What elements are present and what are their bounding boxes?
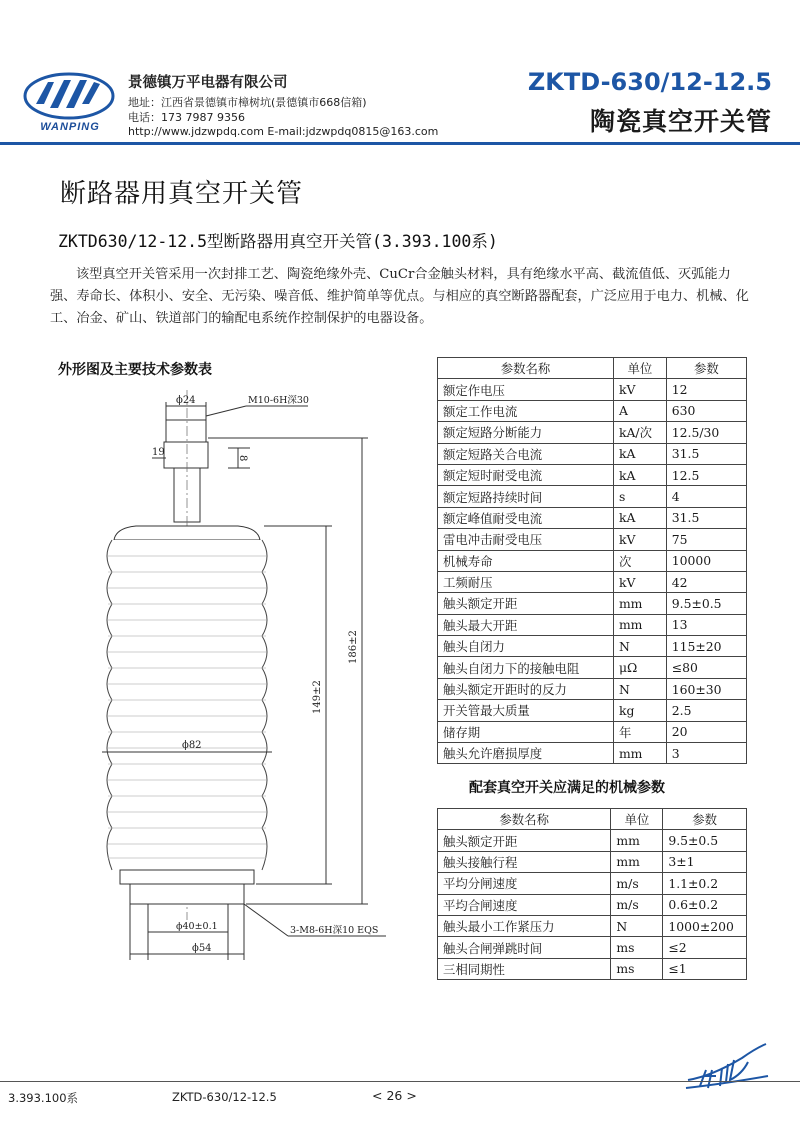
table-row xyxy=(438,915,747,936)
dim-d24: ϕ24 xyxy=(176,395,196,406)
header-param-name: 参数名称 xyxy=(438,358,614,379)
param-name-cell: 触头接触行程 xyxy=(438,851,611,872)
drawing-section-title: 外形图及主要技术参数表 xyxy=(58,362,212,378)
param-name-cell: 触头合闸弹跳时间 xyxy=(438,937,611,958)
value-cell: 10000 xyxy=(666,550,746,571)
param-name-cell: 触头最大开距 xyxy=(438,614,614,635)
table-row xyxy=(438,529,747,550)
table-row xyxy=(438,593,747,614)
unit-cell: kA xyxy=(613,507,666,528)
brand-signature xyxy=(682,1036,774,1094)
param-name-cell: 触头最小工作紧压力 xyxy=(438,915,611,936)
table-row xyxy=(438,700,747,721)
table-row xyxy=(438,851,747,872)
table-row xyxy=(438,614,747,635)
param-name-cell: 开关管最大质量 xyxy=(438,700,614,721)
unit-cell: 次 xyxy=(613,550,666,571)
value-cell: 9.5±0.5 xyxy=(663,830,747,851)
table-row xyxy=(438,830,747,851)
unit-cell: mm xyxy=(613,593,666,614)
table-header-row xyxy=(438,809,747,830)
table-row xyxy=(438,443,747,464)
table-row xyxy=(438,486,747,507)
table-row xyxy=(438,873,747,894)
footer-model: ZKTD-630/12-12.5 xyxy=(172,1090,277,1104)
table-row xyxy=(438,958,747,979)
value-cell: 12.5/30 xyxy=(666,422,746,443)
value-cell: 31.5 xyxy=(666,507,746,528)
unit-cell: N xyxy=(611,915,663,936)
company-web-email: http://www.jdzwpdq.com E-mail:jdzwpdq0815@163.com xyxy=(128,125,439,138)
header-param-name: 参数名称 xyxy=(438,809,611,830)
value-cell: 2.5 xyxy=(666,700,746,721)
mechanical-section-title: 配套真空开关应满足的机械参数 xyxy=(469,780,665,796)
unit-cell: mm xyxy=(613,614,666,635)
value-cell: 31.5 xyxy=(666,443,746,464)
company-address: 地址：江西省景德镇市樟树坑(景德镇市668信箱) xyxy=(128,96,367,109)
param-name-cell: 触头额定开距 xyxy=(438,830,611,851)
company-phone: 电话：173 7987 9356 xyxy=(128,111,245,124)
dim-186: 186±2 xyxy=(348,630,359,664)
param-name-cell: 额定短路关合电流 xyxy=(438,443,614,464)
value-cell: 12.5 xyxy=(666,464,746,485)
table-row xyxy=(438,464,747,485)
unit-cell: N xyxy=(613,678,666,699)
table-row xyxy=(438,678,747,699)
unit-cell: kV xyxy=(613,379,666,400)
unit-cell: N xyxy=(613,636,666,657)
unit-cell: kV xyxy=(613,529,666,550)
dim-thread-bottom: 3-M8-6H深10 EQS xyxy=(290,925,379,936)
table-row xyxy=(438,507,747,528)
value-cell: 1000±200 xyxy=(663,915,747,936)
param-name-cell: 额定工作电流 xyxy=(438,400,614,421)
unit-cell: mm xyxy=(611,830,663,851)
ceramic-body xyxy=(107,540,267,870)
value-cell: ≤2 xyxy=(663,937,747,958)
footer-series: 3.393.100系 xyxy=(8,1091,79,1105)
table-row xyxy=(438,894,747,915)
unit-cell: m/s xyxy=(611,873,663,894)
param-name-cell: 工频耐压 xyxy=(438,571,614,592)
value-cell: 1.1±0.2 xyxy=(663,873,747,894)
param-name-cell: 雷电冲击耐受电压 xyxy=(438,529,614,550)
unit-cell: kg xyxy=(613,700,666,721)
table-row xyxy=(438,937,747,958)
page-title: 断路器用真空开关管 xyxy=(60,179,304,209)
logo-wordmark: WANPING xyxy=(40,121,100,133)
param-name-cell: 额定短路持续时间 xyxy=(438,486,614,507)
value-cell: ≤80 xyxy=(666,657,746,678)
dim-d40: ϕ40±0.1 xyxy=(176,921,218,932)
param-name-cell: 储存期 xyxy=(438,721,614,742)
model-title: ZKTD-630/12-12.5 xyxy=(527,68,772,96)
unit-cell: μΩ xyxy=(613,657,666,678)
param-name-cell: 额定短路分断能力 xyxy=(438,422,614,443)
value-cell: 13 xyxy=(666,614,746,635)
param-name-cell: 触头自闭力下的接触电阻 xyxy=(438,657,614,678)
param-name-cell: 触头额定开距时的反力 xyxy=(438,678,614,699)
value-cell: 3 xyxy=(666,743,746,764)
header-divider xyxy=(0,142,800,145)
table-row xyxy=(438,422,747,443)
value-cell: 3±1 xyxy=(663,851,747,872)
dim-149: 149±2 xyxy=(312,680,323,714)
unit-cell: A xyxy=(613,400,666,421)
param-name-cell: 触头自闭力 xyxy=(438,636,614,657)
header-unit: 单位 xyxy=(613,358,666,379)
value-cell: 42 xyxy=(666,571,746,592)
header-value: 参数 xyxy=(663,809,747,830)
unit-cell: ms xyxy=(611,937,663,958)
company-name: 景德镇万平电器有限公司 xyxy=(128,75,288,91)
value-cell: 12 xyxy=(666,379,746,400)
unit-cell: kA xyxy=(613,464,666,485)
page-number: < 26 > xyxy=(372,1088,417,1103)
value-cell: 630 xyxy=(666,400,746,421)
unit-cell: kA xyxy=(613,443,666,464)
footer-divider xyxy=(0,1081,800,1082)
unit-cell: mm xyxy=(613,743,666,764)
table-row xyxy=(438,657,747,678)
main-parameters-table xyxy=(437,357,747,764)
header-unit: 单位 xyxy=(611,809,663,830)
param-name-cell: 额定峰值耐受电流 xyxy=(438,507,614,528)
table-row xyxy=(438,571,747,592)
unit-cell: mm xyxy=(611,851,663,872)
outline-drawing xyxy=(86,380,416,980)
dim-8: 8 xyxy=(237,455,248,462)
param-name-cell: 额定作电压 xyxy=(438,379,614,400)
header-value: 参数 xyxy=(666,358,746,379)
param-name-cell: 触头允许磨损厚度 xyxy=(438,743,614,764)
table-row xyxy=(438,636,747,657)
value-cell: 9.5±0.5 xyxy=(666,593,746,614)
value-cell: ≤1 xyxy=(663,958,747,979)
table-row xyxy=(438,743,747,764)
sub-title: ZKTD630/12-12.5型断路器用真空开关管(3.393.100系) xyxy=(58,232,498,251)
param-name-cell: 三相同期性 xyxy=(438,958,611,979)
value-cell: 0.6±0.2 xyxy=(663,894,747,915)
dim-d82: ϕ82 xyxy=(182,740,202,751)
table-row xyxy=(438,550,747,571)
value-cell: 75 xyxy=(666,529,746,550)
unit-cell: 年 xyxy=(613,721,666,742)
mechanical-parameters-table xyxy=(437,808,747,980)
description-paragraph: 该型真空开关管采用一次封排工艺、陶瓷绝缘外壳、CuCr合金触头材料，具有绝缘水平高、截流值低、灭弧能力强、寿命长、体积小、安全、无污染、噪音低、维护简单等优点。与相应的真空断路器配套，广泛应用于电力、机械、化工、冶金、矿山、铁道部门的输配电系统作控制保护的电器设备。 xyxy=(50,267,749,326)
param-name-cell: 额定短时耐受电流 xyxy=(438,464,614,485)
unit-cell: m/s xyxy=(611,894,663,915)
param-name-cell: 平均分闸速度 xyxy=(438,873,611,894)
unit-cell: s xyxy=(613,486,666,507)
param-name-cell: 机械寿命 xyxy=(438,550,614,571)
value-cell: 160±30 xyxy=(666,678,746,699)
value-cell: 4 xyxy=(666,486,746,507)
value-cell: 115±20 xyxy=(666,636,746,657)
table-row xyxy=(438,379,747,400)
unit-cell: kA/次 xyxy=(613,422,666,443)
dim-19: 19 xyxy=(152,447,165,458)
product-title: 陶瓷真空开关管 xyxy=(589,107,772,136)
unit-cell: kV xyxy=(613,571,666,592)
unit-cell: ms xyxy=(611,958,663,979)
dim-thread-top: M10-6H深30 xyxy=(248,395,309,406)
table-row xyxy=(438,400,747,421)
table-header-row xyxy=(438,358,747,379)
value-cell: 20 xyxy=(666,721,746,742)
dim-d54: ϕ54 xyxy=(192,943,212,954)
param-name-cell: 平均合闸速度 xyxy=(438,894,611,915)
param-name-cell: 触头额定开距 xyxy=(438,593,614,614)
table-row xyxy=(438,721,747,742)
